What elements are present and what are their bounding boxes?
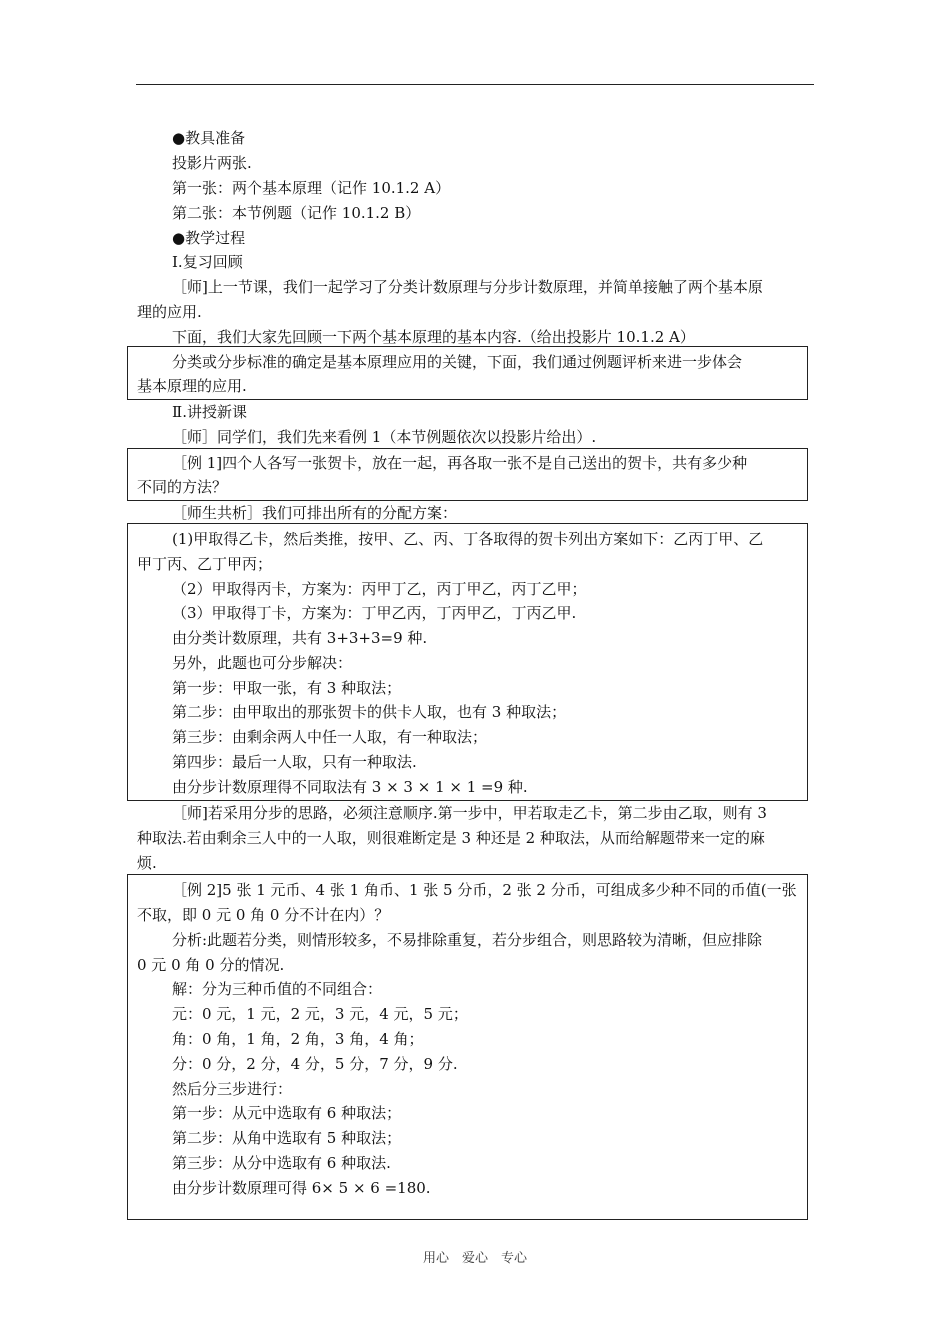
paragraph-line: 烦. xyxy=(137,854,157,872)
paragraph-line: ［师生共析］我们可排出所有的分配方案： xyxy=(172,504,458,522)
box-text-line: 第一步：甲取一张，有 3 种取法； xyxy=(172,679,402,697)
box-text-line: （3）甲取得丁卡，方案为：丁甲乙丙，丁丙甲乙，丁丙乙甲. xyxy=(172,604,577,622)
paragraph-line: 种取法.若由剩余三人中的一人取，则很难断定是 3 种还是 2 种取法，从而给解题带来一定的麻 xyxy=(137,829,765,847)
box-text-line: 由分类计数原理，共有 3+3+3=9 种. xyxy=(172,629,428,647)
paragraph-line: 理的应用. xyxy=(137,303,202,321)
box-text-line: 基本原理的应用. xyxy=(137,377,247,395)
text-line: 投影片两张. xyxy=(172,154,252,172)
page-footer: 用心 爱心 专心 xyxy=(422,1251,527,1266)
box-text-line: （2）甲取得丙卡，方案为：丙甲丁乙，丙丁甲乙，丙丁乙甲； xyxy=(172,580,587,598)
paragraph-line: ［师]上一节课，我们一起学习了分类计数原理与分步计数原理，并简单接触了两个基本原 xyxy=(172,278,763,296)
paragraph-line: ［师］同学们，我们先来看例 1（本节例题依次以投影片给出）. xyxy=(172,428,597,446)
box-text-line: 不同的方法？ xyxy=(137,478,228,496)
box-text-line: 第二步：从角中选取有 5 种取法； xyxy=(172,1129,402,1147)
box-text-line: 然后分三步进行： xyxy=(172,1080,293,1098)
box-text-line: 由分步计数原理可得 6× 5 × 6 =180. xyxy=(172,1179,431,1197)
section-heading-materials: ●教具准备 xyxy=(172,129,246,147)
box-text-line: 分析:此题若分类，则情形较多，不易排除重复，若分步组合，则思路较为清晰，但应排除 xyxy=(172,931,763,949)
box-text-line: 分：0 分，2 分，4 分，5 分，7 分，9 分. xyxy=(172,1055,458,1073)
box-text-line: 第三步：由剩余两人中任一人取，有一种取法； xyxy=(172,728,488,746)
box-text-line: 由分步计数原理得不同取法有 3 × 3 × 1 × 1 =9 种. xyxy=(172,778,528,796)
paragraph-line: 下面，我们大家先回顾一下两个基本原理的基本内容.（给出投影片 10.1.2 A） xyxy=(172,328,695,346)
box-text-line: ［例 1]四个人各写一张贺卡，放在一起，再各取一张不是自己送出的贺卡，共有多少种 xyxy=(172,454,748,472)
subheading-new-lesson: Ⅱ.讲授新课 xyxy=(172,403,247,421)
box-text-line: 元：0 元，1 元，2 元，3 元，4 元，5 元； xyxy=(172,1005,468,1023)
box-text-line: 解：分为三种币值的不同组合： xyxy=(172,980,383,998)
box-text-line: 角：0 角，1 角，2 角，3 角，4 角； xyxy=(172,1030,424,1048)
box-text-line: 0 元 0 角 0 分的情况. xyxy=(137,956,285,974)
box-text-line: 第二步：由甲取出的那张贺卡的供卡人取，也有 3 种取法； xyxy=(172,703,567,721)
section-heading-process: ●教学过程 xyxy=(172,229,246,247)
box-text-line: 第三步：从分中选取有 6 种取法. xyxy=(172,1154,391,1172)
box-text-line: 不取，即 0 元 0 角 0 分不计在内）？ xyxy=(137,906,390,924)
box-text-line: ［例 2]5 张 1 元币、4 张 1 角币、1 张 5 分币，2 张 2 分币，可组成多少种不同的币值(一张 xyxy=(172,881,797,899)
text-line: 第一张：两个基本原理（记作 10.1.2 A） xyxy=(172,179,451,197)
paragraph-line: ［师]若采用分步的思路，必须注意顺序.第一步中，甲若取走乙卡，第二步由乙取，则有 3 xyxy=(172,804,767,822)
box-text-line: 分类或分步标准的确定是基本原理应用的关键，下面，我们通过例题评析来进一步体会 xyxy=(172,353,743,371)
box-text-line: 甲丁丙、乙丁甲丙； xyxy=(137,555,273,573)
header-rule xyxy=(136,84,814,85)
box-text-line: 第四步：最后一人取，只有一种取法. xyxy=(172,753,417,771)
box-text-line: 第一步：从元中选取有 6 种取法； xyxy=(172,1104,402,1122)
box-text-line: (1)甲取得乙卡，然后类推，按甲、乙、丙、丁各取得的贺卡列出方案如下：乙丙丁甲、乙 xyxy=(172,530,764,548)
subheading-review: Ⅰ.复习回顾 xyxy=(172,253,243,271)
box-text-line: 另外，此题也可分步解决： xyxy=(172,654,353,672)
text-line: 第二张：本节例题（记作 10.1.2 B） xyxy=(172,204,421,222)
